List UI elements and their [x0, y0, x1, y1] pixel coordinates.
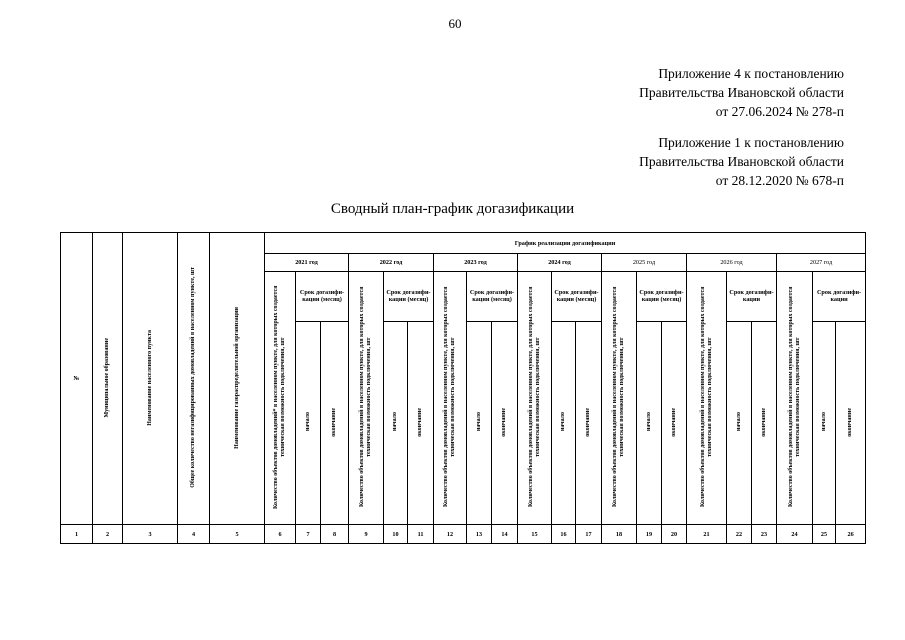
column-number: 21 [687, 525, 727, 544]
column-number: 22 [727, 525, 752, 544]
column-number: 5 [210, 525, 265, 544]
end-2026: окончание [752, 321, 777, 524]
document-title: Сводный план-график догазификации [330, 201, 575, 217]
header-municipality: Муниципальное образование [93, 233, 123, 525]
column-number: 4 [178, 525, 210, 544]
end-2025: окончание [662, 321, 687, 524]
header-settlement: Наименование населенного пункта [123, 233, 178, 525]
column-number: 15 [518, 525, 552, 544]
column-number: 12 [434, 525, 467, 544]
header-schedule: График реализации догазификации [265, 233, 866, 254]
end-2023: окончание [492, 321, 518, 524]
column-number: 19 [637, 525, 662, 544]
column-number: 16 [552, 525, 576, 544]
term-2023: Срок догазифи-кации (месяц) [467, 272, 518, 322]
end-2027: окончание [836, 321, 866, 524]
appendix-line: от 27.06.2024 № 278-п [715, 104, 844, 119]
column-number: 24 [777, 525, 813, 544]
header-gas-organization: Наименование газораспределительной организации [210, 233, 265, 525]
year-2025: 2025 год [602, 254, 687, 272]
column-number: 10 [384, 525, 408, 544]
gasification-schedule-table [60, 232, 866, 544]
start-2022: начало [384, 321, 408, 524]
column-number: 1 [61, 525, 93, 544]
count-2027: Количество объектов домовладений в населенном пункте, для которых создается техническая возможность подключения, шт [777, 272, 813, 525]
appendix-line: Приложение 1 к постановлению [658, 135, 844, 150]
appendix-line: Правительства Ивановской области [639, 85, 844, 100]
appendix-note-original [639, 133, 844, 190]
start-2021: начало [296, 321, 321, 524]
column-number: 11 [408, 525, 434, 544]
term-2024: Срок догазифи-кации (месяц) [552, 272, 602, 322]
column-number: 6 [265, 525, 296, 544]
year-2021: 2021 год [265, 254, 349, 272]
start-2026: начало [727, 321, 752, 524]
term-2025: Срок догазифи-кации (месяц) [637, 272, 687, 322]
column-number: 26 [836, 525, 866, 544]
end-2022: окончание [408, 321, 434, 524]
column-number: 8 [321, 525, 349, 544]
column-number: 9 [349, 525, 384, 544]
start-2027: начало [813, 321, 836, 524]
header-total-households: Общее количество негазифицированных домовладений в населенном пункте, шт [178, 233, 210, 525]
end-2024: окончание [576, 321, 602, 524]
column-number: 7 [296, 525, 321, 544]
appendix-line: Правительства Ивановской области [639, 154, 844, 169]
year-2023: 2023 год [434, 254, 518, 272]
count-2025: Количество объектов домовладений в населенном пункте, для которых создается техническая возможность подключения, шт [602, 272, 637, 525]
header-number: № [61, 233, 93, 525]
column-number: 14 [492, 525, 518, 544]
column-number: 20 [662, 525, 687, 544]
term-2026: Срок догазифи-кации [727, 272, 777, 322]
term-2021: Срок догазифи-кации (месяц) [296, 272, 349, 322]
year-2026: 2026 год [687, 254, 777, 272]
term-2027: Срок догазифи-кации [813, 272, 866, 322]
appendix-line: от 28.12.2020 № 678-п [715, 173, 844, 188]
year-2022: 2022 год [349, 254, 434, 272]
page-number: 60 [448, 16, 462, 31]
start-2025: начало [637, 321, 662, 524]
count-2021: Количество объектов домовладений* в населенном пункте, для которых создается техническая возможность подключения, шт [265, 272, 296, 525]
count-2023: Количество объектов домовладений в населенном пункте, для которых создается техническая возможность подключения, шт [434, 272, 467, 525]
end-2021: окончание [321, 321, 349, 524]
year-2027: 2027 год [777, 254, 866, 272]
appendix-note-current [639, 64, 844, 121]
column-number-row [61, 525, 866, 544]
count-2022: Количество объектов домовладений в населенном пункте, для которых создается техническая возможность подключения, шт [349, 272, 384, 525]
start-2024: начало [552, 321, 576, 524]
column-number: 2 [93, 525, 123, 544]
count-2024: Количество объектов домовладений в населенном пункте, для которых создается техническая возможность подключения, шт [518, 272, 552, 525]
column-number: 3 [123, 525, 178, 544]
column-number: 17 [576, 525, 602, 544]
column-number: 25 [813, 525, 836, 544]
column-number: 13 [467, 525, 492, 544]
term-2022: Срок догазифи-кации (месяц) [384, 272, 434, 322]
year-2024: 2024 год [518, 254, 602, 272]
appendix-line: Приложение 4 к постановлению [658, 66, 844, 81]
count-2026: Количество объектов домовладений в населенном пункте, для которых создается техническая возможность подключения, шт [687, 272, 727, 525]
column-number: 23 [752, 525, 777, 544]
start-2023: начало [467, 321, 492, 524]
column-number: 18 [602, 525, 637, 544]
